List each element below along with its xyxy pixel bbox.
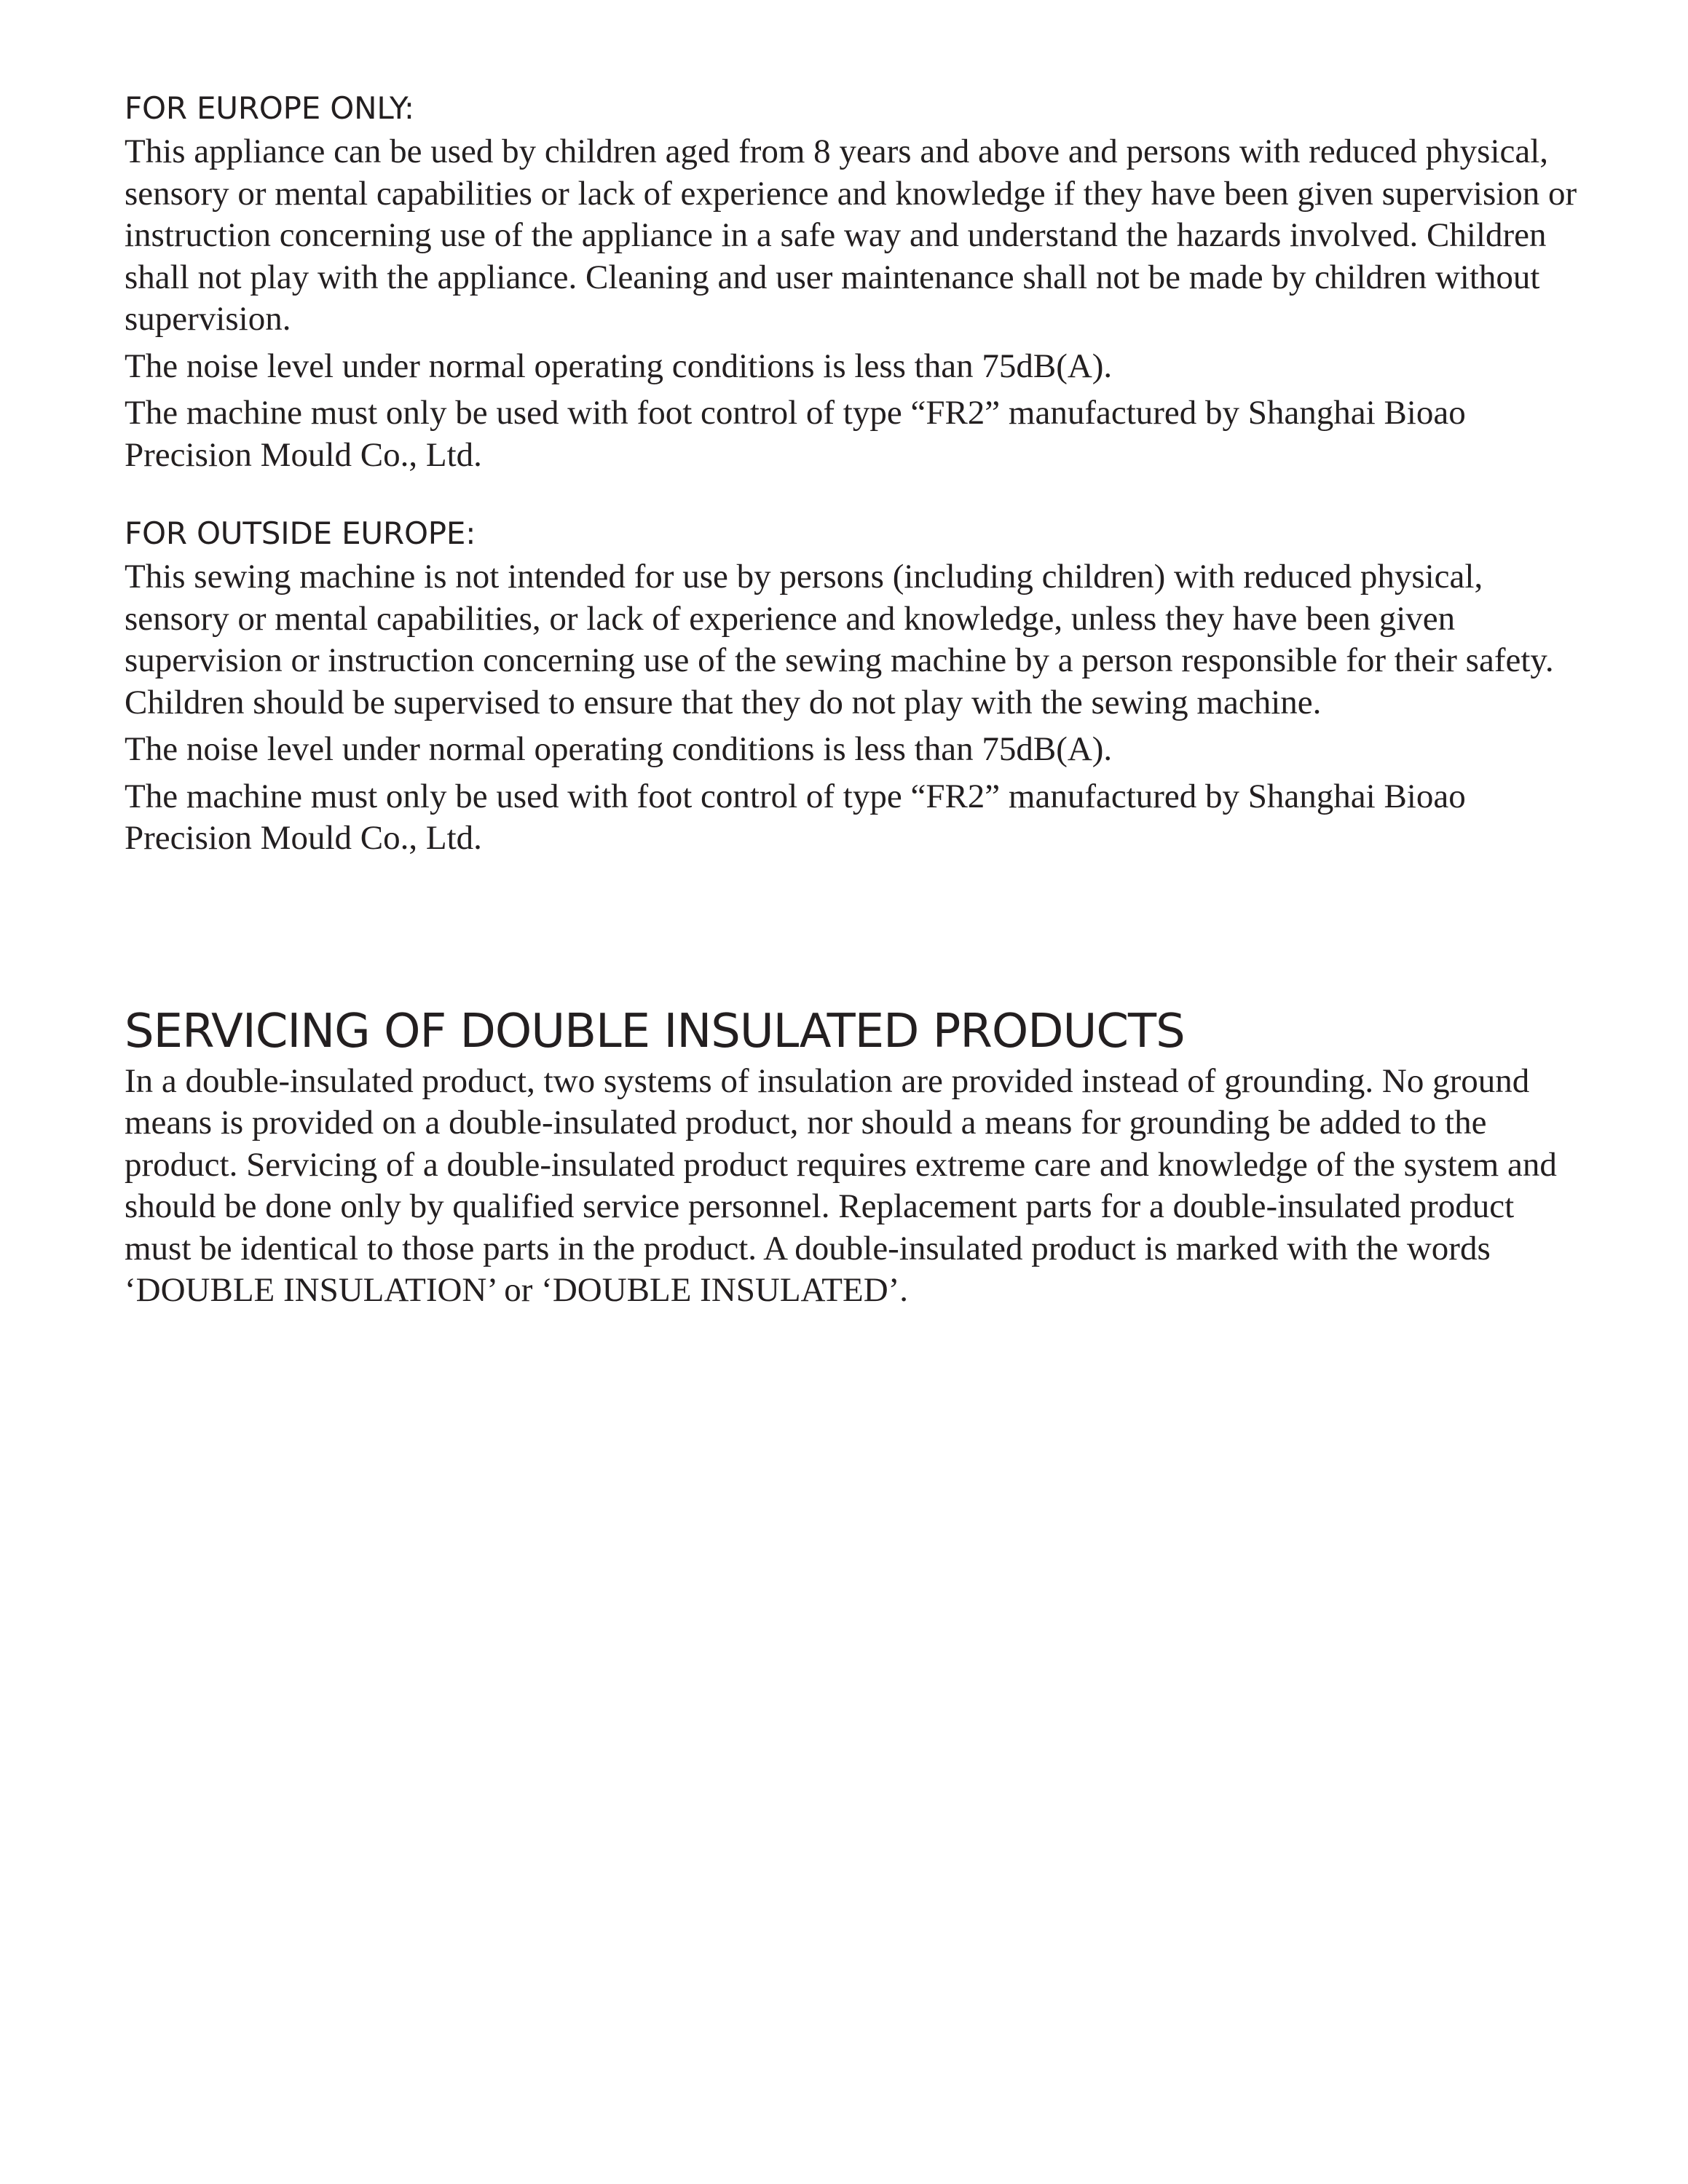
outside-europe-paragraph-1: This sewing machine is not intended for use by persons (including children) with reduced physical, sensory or mental capabilities, or lack of experience and knowledge, unless they have been given supervision or instruction concerning use of the sewing machine by a person responsible for their safety. Children should be supervised to ensure that they do not play with the sewing machine. [125, 558, 1554, 721]
outside-europe-section [125, 511, 1581, 860]
document-page [125, 86, 1581, 1317]
outside-europe-paragraph-2: The noise level under normal operating conditions is less than 75dB(A). [125, 730, 1113, 768]
europe-paragraph-3: The machine must only be used with foot control of type “FR2” manufactured by Shanghai Bioao Precision Mould Co., Ltd. [125, 394, 1466, 474]
servicing-paragraph-1: In a double-insulated product, two systems of insulation are provided instead of grounding. No ground means is provided on a double-insulated product, nor should a means for grounding be added to the product. Servicing of a double-insulated product requires extreme care and knowledge of the system and should be done only by qualified service personnel. Replacement parts for a double-insulated product must be identical to those parts in the product. A double-insulated product is marked with the words ‘DOUBLE INSULATION’ or ‘DOUBLE INSULATED’. [125, 1061, 1557, 1309]
servicing-section [125, 1002, 1581, 1312]
europe-paragraph-1: This appliance can be used by children aged from 8 years and above and persons with reduced physical, sensory or mental capabilities or lack of experience and knowledge if they have been given supervision or instruction concerning use of the appliance in a safe way and understand the hazards involved. Children shall not play with the appliance. Cleaning and user maintenance shall not be made by children without supervision. [125, 132, 1577, 338]
outside-europe-heading: FOR OUTSIDE EUROPE: [125, 515, 476, 551]
servicing-heading: SERVICING OF DOUBLE INSULATED PRODUCTS [125, 1004, 1185, 1059]
europe-paragraph-2: The noise level under normal operating conditions is less than 75dB(A). [125, 347, 1113, 385]
europe-section [125, 86, 1581, 476]
outside-europe-paragraph-3: The machine must only be used with foot control of type “FR2” manufactured by Shanghai Bioao Precision Mould Co., Ltd. [125, 777, 1466, 857]
europe-heading: FOR EUROPE ONLY: [125, 90, 414, 126]
